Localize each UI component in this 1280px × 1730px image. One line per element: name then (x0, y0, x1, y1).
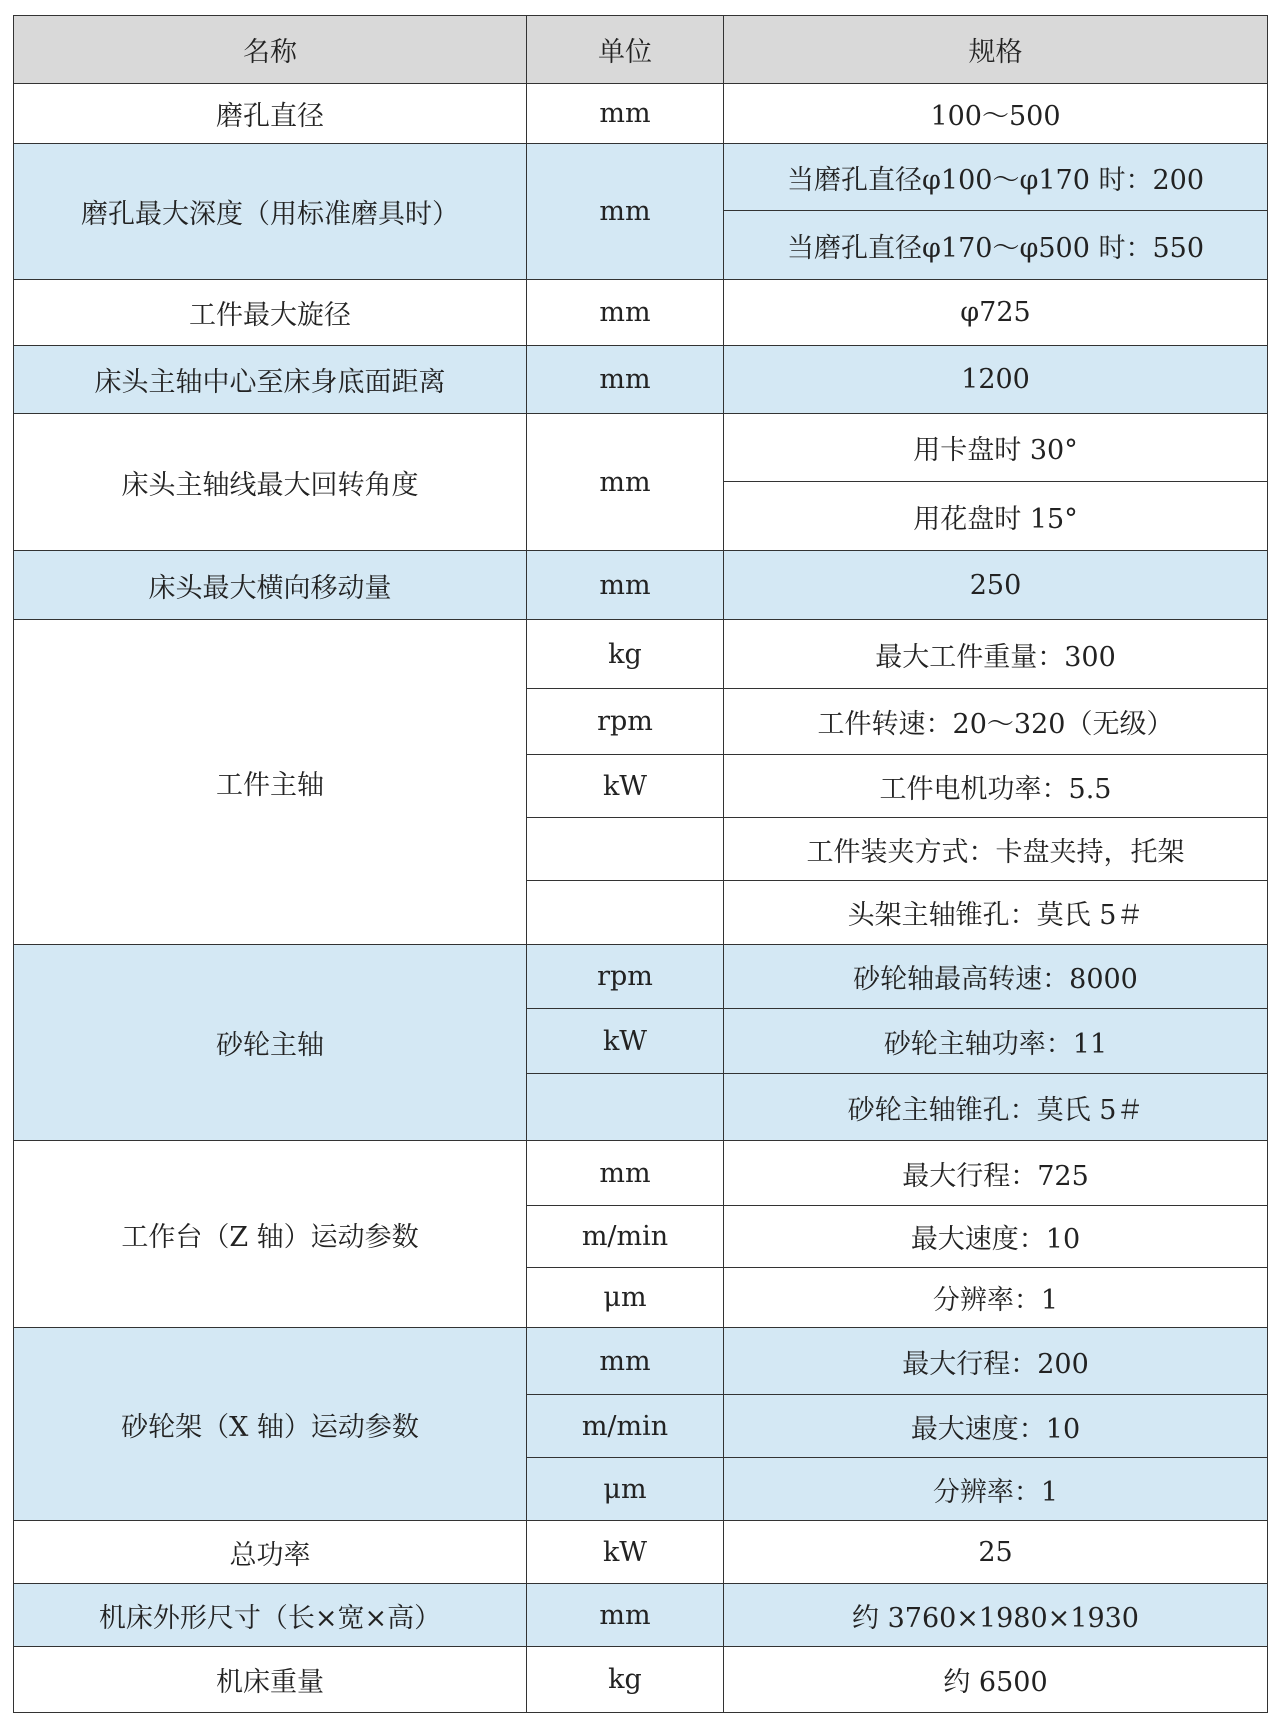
item-unit: kW (527, 1521, 724, 1584)
item-unit: rpm (527, 689, 724, 755)
item-unit: kW (527, 1009, 724, 1074)
table-row (14, 1141, 1268, 1206)
header-spec: 规格 (724, 16, 1268, 84)
table-row (14, 1521, 1268, 1584)
item-unit: μm (527, 1268, 724, 1328)
item-spec: 约 3760×1980×1930 (724, 1584, 1268, 1647)
header-row (14, 16, 1268, 84)
item-name: 砂轮架（X 轴）运动参数 (14, 1328, 527, 1521)
item-spec: 工件电机功率：5.5 (724, 755, 1268, 818)
item-spec: 砂轮主轴功率：11 (724, 1009, 1268, 1074)
item-unit: μm (527, 1458, 724, 1521)
item-spec: 25 (724, 1521, 1268, 1584)
item-unit: mm (527, 1328, 724, 1395)
spec-table (13, 15, 1268, 1713)
table-row (14, 620, 1268, 689)
item-unit: rpm (527, 945, 724, 1009)
item-unit: mm (527, 144, 724, 280)
item-spec: 砂轮轴最高转速：8000 (724, 945, 1268, 1009)
item-spec: 工件装夹方式：卡盘夹持，托架 (724, 818, 1268, 881)
item-unit: mm (527, 1141, 724, 1206)
item-name: 机床外形尺寸（长×宽×高） (14, 1584, 527, 1647)
item-name: 机床重量 (14, 1647, 527, 1713)
header-unit: 单位 (527, 16, 724, 84)
item-spec: 最大行程：725 (724, 1141, 1268, 1206)
table-row (14, 1647, 1268, 1713)
item-unit: mm (527, 346, 724, 414)
table-row (14, 945, 1268, 1009)
item-spec: 分辨率：1 (724, 1268, 1268, 1328)
item-unit (527, 881, 724, 945)
item-name: 工件最大旋径 (14, 280, 527, 346)
item-spec: 最大工件重量：300 (724, 620, 1268, 689)
item-spec: 最大速度：10 (724, 1206, 1268, 1268)
item-name: 总功率 (14, 1521, 527, 1584)
table-row (14, 144, 1268, 211)
header-name: 名称 (14, 16, 527, 84)
item-name: 磨孔直径 (14, 84, 527, 144)
item-name: 床头最大横向移动量 (14, 551, 527, 620)
item-name: 工件主轴 (14, 620, 527, 945)
item-unit: kg (527, 1647, 724, 1713)
item-unit: mm (527, 551, 724, 620)
item-spec: 工件转速：20～320（无级） (724, 689, 1268, 755)
item-spec: 约 6500 (724, 1647, 1268, 1713)
table-row (14, 414, 1268, 482)
item-unit: mm (527, 280, 724, 346)
item-spec: 分辨率：1 (724, 1458, 1268, 1521)
item-name: 床头主轴线最大回转角度 (14, 414, 527, 551)
item-spec: 100～500 (724, 84, 1268, 144)
item-name: 工作台（Z 轴）运动参数 (14, 1141, 527, 1328)
item-spec: 用花盘时 15° (724, 482, 1268, 551)
item-spec: 当磨孔直径φ100～φ170 时：200 (724, 144, 1268, 211)
item-spec: 用卡盘时 30° (724, 414, 1268, 482)
table-row (14, 280, 1268, 346)
item-spec: 最大速度：10 (724, 1395, 1268, 1458)
item-name: 砂轮主轴 (14, 945, 527, 1141)
item-unit: mm (527, 84, 724, 144)
table-row (14, 1328, 1268, 1395)
item-unit: kg (527, 620, 724, 689)
item-spec: 当磨孔直径φ170～φ500 时：550 (724, 211, 1268, 280)
item-spec: 砂轮主轴锥孔：莫氏 5＃ (724, 1074, 1268, 1141)
item-spec: 250 (724, 551, 1268, 620)
table-row (14, 346, 1268, 414)
table-body (14, 84, 1268, 1713)
item-unit: m/min (527, 1395, 724, 1458)
item-name: 磨孔最大深度（用标准磨具时） (14, 144, 527, 280)
item-unit: mm (527, 1584, 724, 1647)
item-name: 床头主轴中心至床身底面距离 (14, 346, 527, 414)
item-spec: 最大行程：200 (724, 1328, 1268, 1395)
item-unit: mm (527, 414, 724, 551)
item-unit: kW (527, 755, 724, 818)
item-spec: φ725 (724, 280, 1268, 346)
table-row (14, 1584, 1268, 1647)
item-unit: m/min (527, 1206, 724, 1268)
item-spec: 1200 (724, 346, 1268, 414)
item-unit (527, 818, 724, 881)
table-row (14, 551, 1268, 620)
table-row (14, 84, 1268, 144)
item-spec: 头架主轴锥孔：莫氏 5＃ (724, 881, 1268, 945)
item-unit (527, 1074, 724, 1141)
